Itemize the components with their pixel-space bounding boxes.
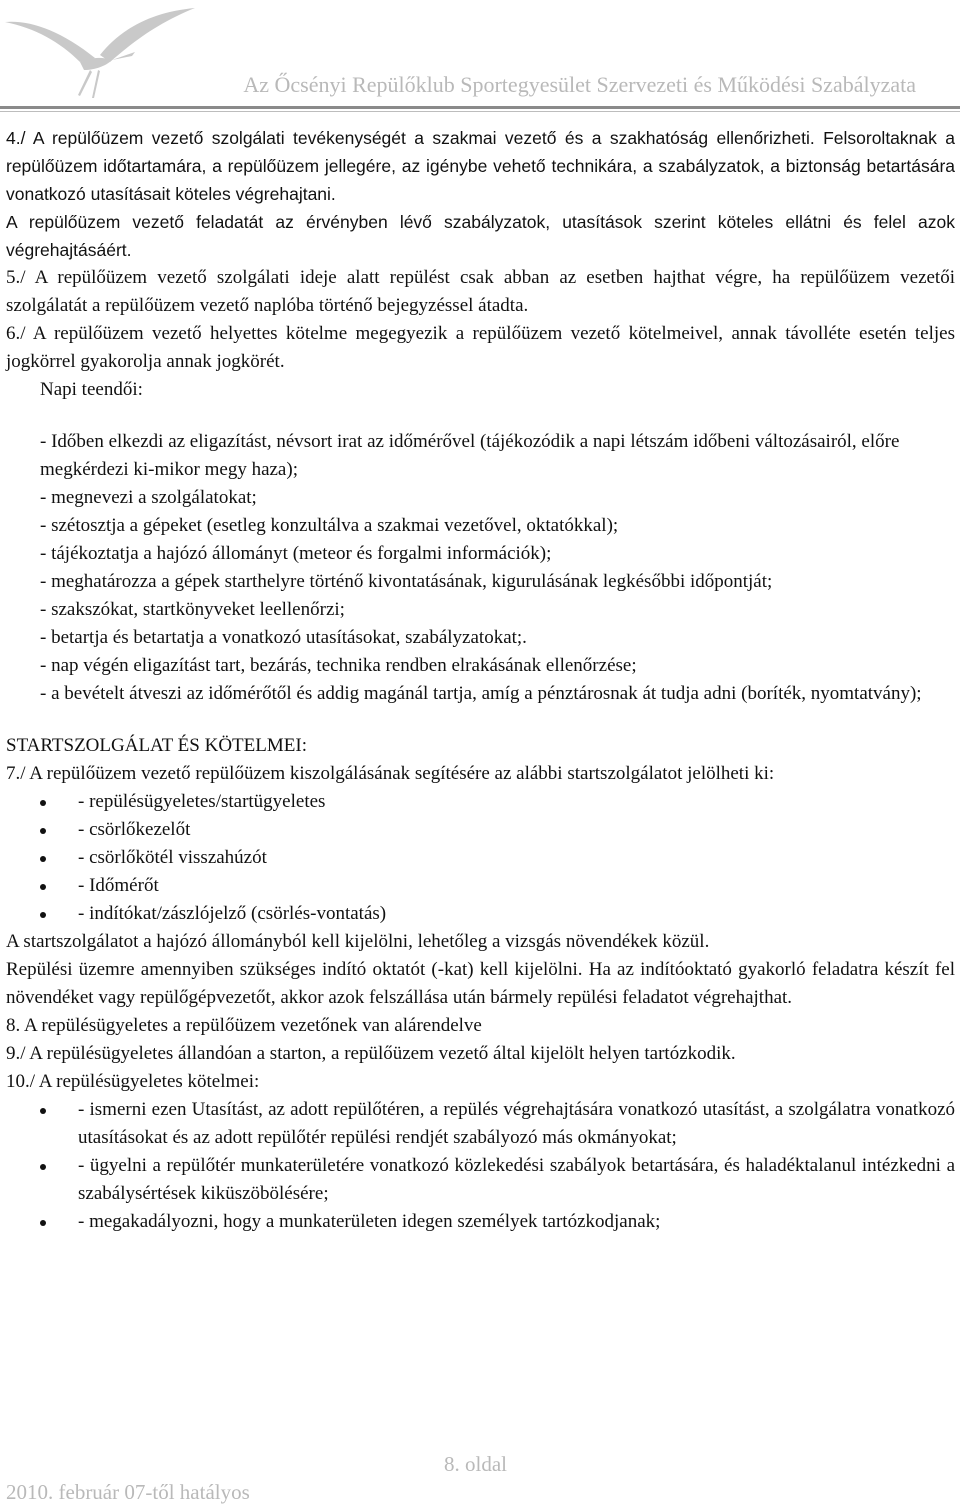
- napi-item: - Időben elkezdi az eligazítást, névsort irat az időmérővel (tájékozódik a napi létszám időbeni változásairól, előre megkérdezi ki-mikor megy haza);: [40, 431, 900, 480]
- bullet-icon: [40, 828, 46, 834]
- napi-item: - a bevételt átveszi az időmérőtől és addig magánál tartja, amíg a pénztárosnak át tudja adni (boríték, nyomtatvány);: [40, 683, 922, 704]
- effective-date: 2010. február 07-től hatályos: [6, 1480, 250, 1504]
- paragraph-8: 8. A repülésügyeletes a repülőüzem vezetőnek van alárendelve: [6, 1015, 482, 1036]
- paragraph: A startszolgálatot a hajózó állományból kell kijelölni, lehetőleg a vizsgás növendékek közül.: [6, 931, 710, 952]
- napi-item: - nap végén eligazítást tart, bezárás, technika rendben elrakásának ellenőrzése;: [40, 655, 637, 676]
- paragraph-9: 9./ A repülésügyeletes állandóan a starton, a repülőüzem vezető által kijelölt helyen tartózkodik.: [6, 1043, 736, 1064]
- list-item: - csörlőkezelőt: [6, 816, 955, 844]
- list-item: - ügyelni a repülőtér munkaterületére vonatkozó közlekedési szabályok betartására, és haladéktalanul intézkedni a szabálysértések kiküszöbölésére;: [6, 1152, 955, 1208]
- document-body: [6, 124, 955, 1236]
- paragraph-7: 7./ A repülőüzem vezető repülőüzem kiszolgálásának segítésére az alábbi startszolgálatot jelölheti ki:: [6, 763, 775, 784]
- napi-item: - tájékoztatja a hajózó állományt (meteor és forgalmi információk);: [40, 543, 552, 564]
- stork-logo-icon: [0, 0, 200, 110]
- bullet-icon: [40, 884, 46, 890]
- napi-item: - betartja és betartatja a vonatkozó utasításokat, szabályzatokat;.: [40, 627, 527, 648]
- section-heading: STARTSZOLGÁLAT ÉS KÖTELMEI:: [6, 735, 307, 756]
- list-item: - Időmérőt: [6, 872, 955, 900]
- bullet-icon: [40, 1220, 46, 1226]
- paragraph: Repülési üzemre amennyiben szükséges indító oktatót (-kat) kell kijelölni. Ha az indítóoktató gyakorló feladatra készít fel növendéket vagy repülőgépvezetőt, akkor azok felszállása után bármely repülési feladatot végrehajthat.: [6, 959, 955, 1008]
- napi-item: - szakszókat, startkönyveket leellenőrzi;: [40, 599, 345, 620]
- bullet-icon: [40, 800, 46, 806]
- napi-item: - meghatározza a gépek starthelyre történő kivontatásának, kigurulásának legkésőbbi időpontját;: [40, 571, 773, 592]
- list-item: - repülésügyeletes/startügyeletes: [6, 788, 955, 816]
- paragraph-6: 6./ A repülőüzem vezető helyettes kötelme megegyezik a repülőüzem vezető kötelmeivel, annak távolléte esetén teljes jogkörrel gyakorolja annak jogkörét.: [6, 323, 955, 372]
- bullet-icon: [40, 912, 46, 918]
- list-item: - ismerni ezen Utasítást, az adott repülőtéren, a repülés végrehajtására vonatkozó utasítást, a szolgálatra vonatkozó utasításokat és az adott repülőtér repülési rendjét szabályozó más okmányokat;: [6, 1096, 955, 1152]
- header-divider-thin: [0, 111, 960, 112]
- list-item: - megakadályozni, hogy a munkaterületen idegen személyek tartózkodjanak;: [6, 1208, 955, 1236]
- napi-item: - szétosztja a gépeket (esetleg konzultálva a szakmai vezetővel, oktatókkal);: [40, 515, 619, 536]
- paragraph-4-cont: A repülőüzem vezető feladatát az érvényben lévő szabályzatok, utasítások szerint köteles ellátni és felel azok végrehajtásáért.: [6, 212, 955, 260]
- spacer: [6, 708, 955, 732]
- header-divider: [0, 106, 960, 109]
- startszolgalat-list: [6, 788, 955, 928]
- page-number: 8. oldal: [444, 1452, 507, 1476]
- napi-teendoi-label: Napi teendői:: [40, 379, 143, 400]
- paragraph-4: 4./ A repülőüzem vezető szolgálati tevékenységét a szakmai vezető és a szakhatóság ellenőrizheti. Felsoroltaknak a repülőüzem időtartamára, a repülőüzem jellegére, az igénybe vehető technikára, a szabályzatok, a biztonság betartására vonatkozó utasításait köteles végrehajtani.: [6, 128, 955, 204]
- list-item: - csörlőkötél visszahúzót: [6, 844, 955, 872]
- duties-list: [6, 1096, 955, 1236]
- spacer: [6, 404, 955, 428]
- list-item: - indítókat/zászlójelző (csörlés-vontatás): [6, 900, 955, 928]
- bullet-icon: [40, 1164, 46, 1170]
- paragraph-10: 10./ A repülésügyeletes kötelmei:: [6, 1071, 260, 1092]
- bullet-icon: [40, 856, 46, 862]
- bullet-icon: [40, 1108, 46, 1114]
- paragraph-5: 5./ A repülőüzem vezető szolgálati ideje alatt repülést csak abban az esetben hajthat végre, ha repülőüzem vezetői szolgálatát a repülőüzem vezető naplóba történő bejegyzéssel átadta.: [6, 267, 955, 316]
- napi-item: - megnevezi a szolgálatokat;: [40, 487, 257, 508]
- document-header-title: Az Őcsényi Repülőklub Sportegyesület Szervezeti és Működési Szabályzata: [243, 72, 916, 97]
